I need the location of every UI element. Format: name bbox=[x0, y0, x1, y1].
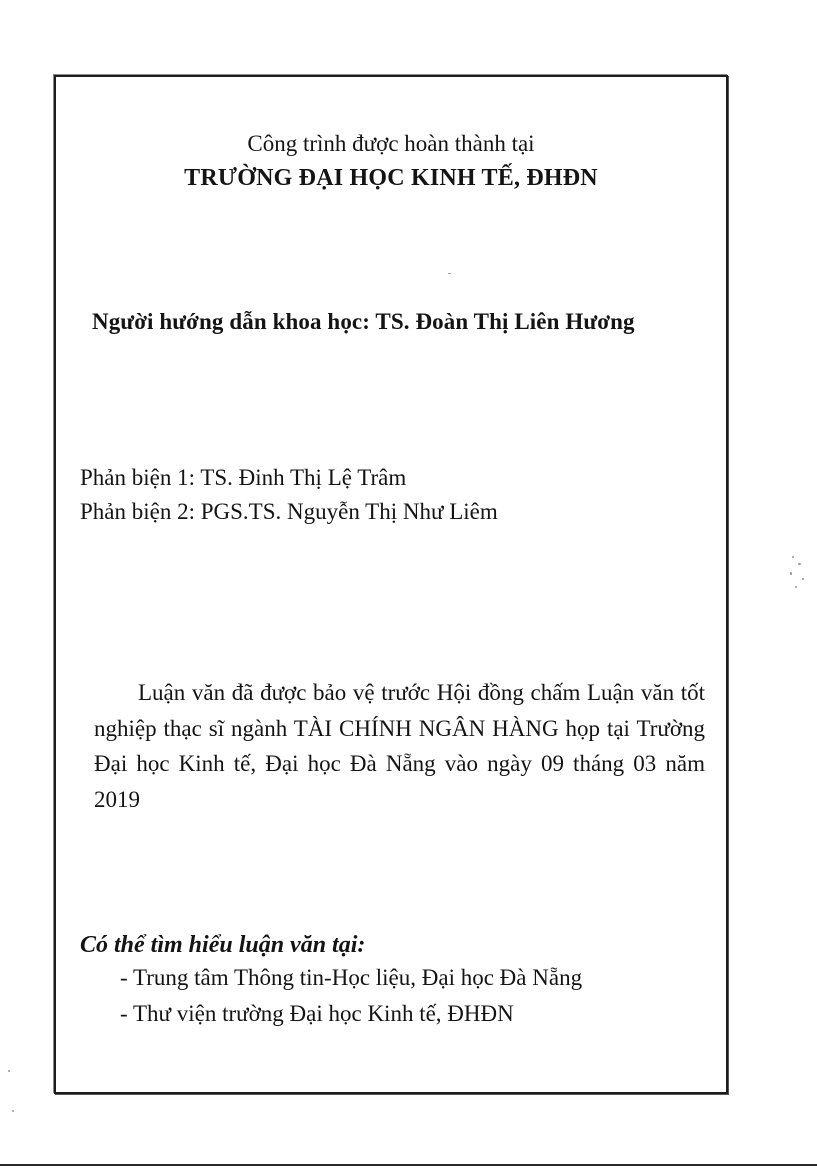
defense-paragraph: Luận văn đã được bảo vệ trước Hội đồng chấm Luận văn tốt nghiệp thạc sĩ ngành TÀI CHÍNH NGÂN HÀNG họp tại Trường Đại học Kinh tế, Đại học Đà Nẵng vào ngày 09 tháng 03 năm 2019 bbox=[94, 680, 705, 812]
completion-note: Công trình được hoàn thành tại bbox=[247, 131, 535, 156]
university-name: TRƯỜNG ĐẠI HỌC KINH TẾ, ĐHĐN bbox=[184, 165, 598, 191]
find-thesis-heading: Có thể tìm hiểu luận văn tại: bbox=[80, 932, 366, 958]
find-location-1: - Trung tâm Thông tin-Học liệu, Đại học Đà Nẵng bbox=[120, 965, 583, 990]
scan-speck bbox=[8, 1070, 10, 1072]
find-location-2: - Thư viện trường Đại học Kinh tế, ĐHĐN bbox=[120, 1001, 514, 1026]
scan-speck bbox=[798, 563, 801, 565]
scan-speck bbox=[790, 572, 792, 575]
scan-speck bbox=[802, 578, 804, 580]
scan-speck bbox=[795, 586, 797, 588]
reviewer-1: Phản biện 1: TS. Đinh Thị Lệ Trâm bbox=[80, 465, 407, 490]
scan-speck bbox=[792, 556, 794, 558]
scan-bottom-edge bbox=[0, 1164, 817, 1166]
scan-speck bbox=[12, 1110, 14, 1112]
scan-speck bbox=[448, 273, 451, 274]
reviewer-2: Phản biện 2: PGS.TS. Nguyễn Thị Như Liêm bbox=[80, 499, 498, 524]
scientific-advisor: Người hướng dẫn khoa học: TS. Đoàn Thị Liên Hương bbox=[92, 309, 635, 334]
